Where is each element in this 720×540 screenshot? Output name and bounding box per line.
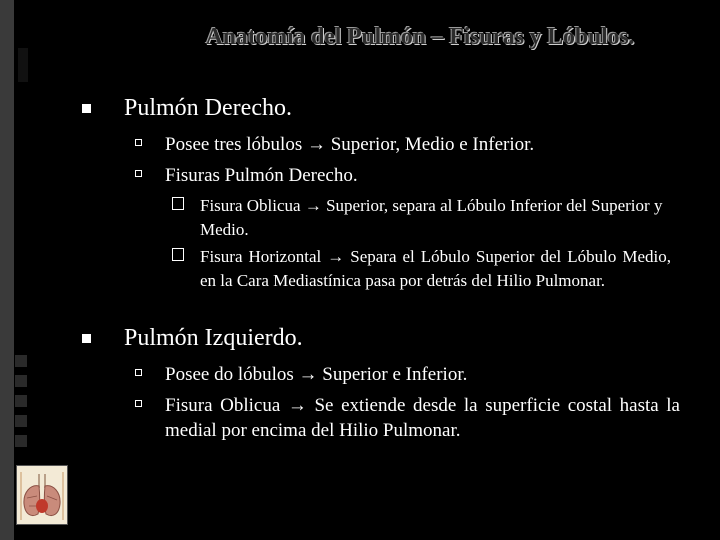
hollow-square-bullet-icon (135, 369, 142, 376)
subpoint-text: Fisura Horizontal → Separa el Lóbulo Superior del Lóbulo Medio, en la Cara Mediastínica pasa por detrás del Hilio Pulmonar. (200, 247, 671, 290)
section-heading-text: Pulmón Derecho. (124, 95, 292, 121)
section-heading-text: Pulmón Izquierdo. (124, 325, 303, 351)
point-text: Posee tres lóbulos → Superior, Medio e Inferior. (165, 134, 535, 155)
hollow-square-bullet-icon (135, 170, 142, 177)
lungs-anatomy-icon (16, 465, 68, 525)
side-decor-mark (15, 415, 27, 427)
side-decor-mark (15, 375, 27, 387)
box-bullet-icon (172, 248, 184, 261)
hollow-square-bullet-icon (135, 139, 142, 146)
hollow-square-bullet-icon (135, 400, 142, 407)
point-text: Posee do lóbulos → Superior e Inferior. (165, 364, 468, 385)
side-decor-mark (15, 355, 27, 367)
point-text: Fisuras Pulmón Derecho. (165, 165, 358, 186)
side-decor-mark (15, 435, 27, 447)
square-bullet-icon (82, 334, 91, 343)
box-bullet-icon (172, 197, 184, 210)
left-decor-strip (0, 0, 14, 540)
subpoint-text: Fisura Oblicua → Superior, separa al Lóbulo Inferior del Superior y Medio. (200, 196, 663, 239)
side-decor-mark (15, 395, 27, 407)
square-bullet-icon (82, 104, 91, 113)
slide-title: Anatomía del Pulmón – Fisuras y Lóbulos. (205, 24, 635, 50)
point-text: Fisura Oblicua → Se extiende desde la superficie costal hasta la medial por encima del Hilio Pulmonar. (165, 395, 680, 441)
left-decor-square (18, 48, 28, 82)
